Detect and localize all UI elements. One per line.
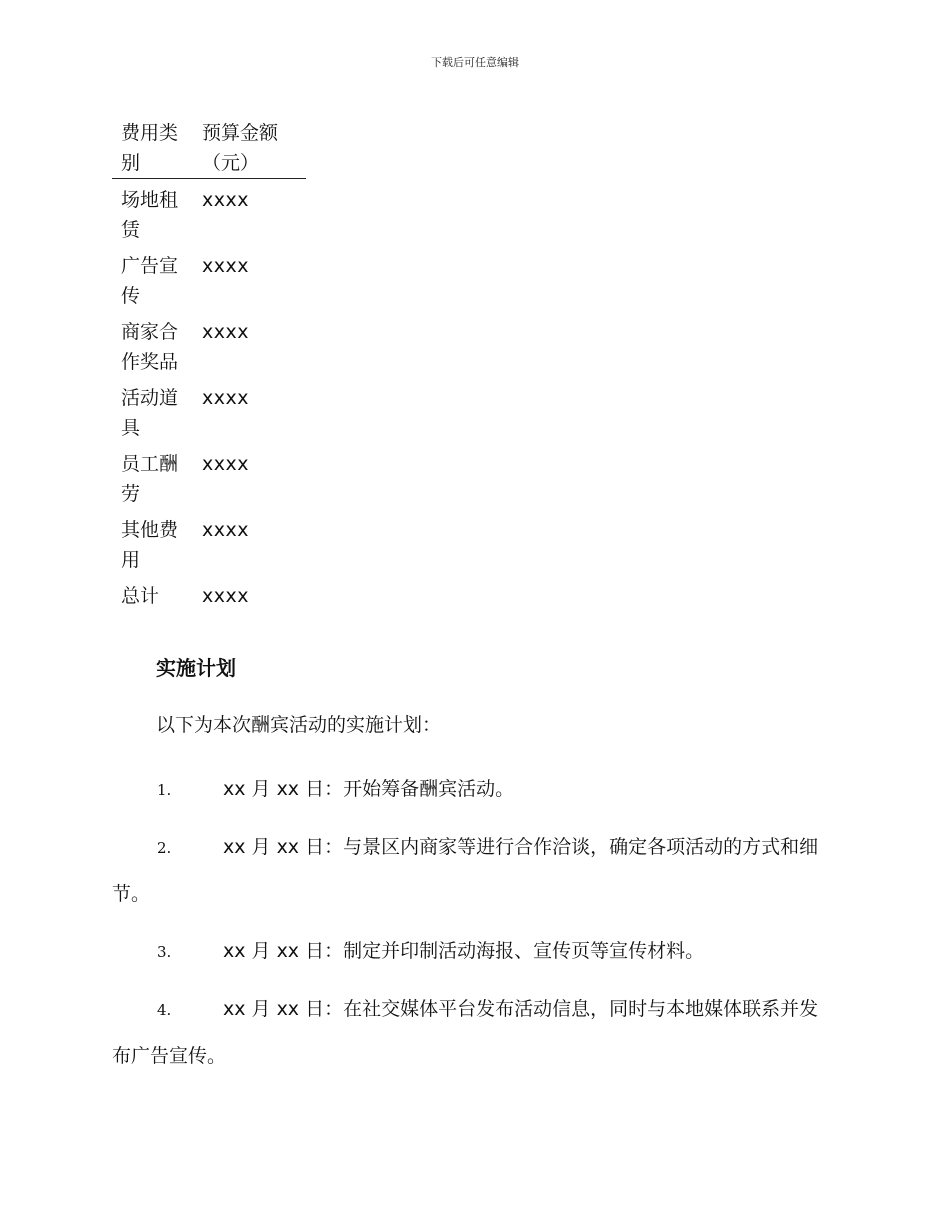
row-category: 员工酬劳 [121, 453, 179, 505]
row-category: 总计 [121, 585, 160, 607]
list-item [112, 928, 832, 975]
list-item-text: xx 月 xx 日：在社交媒体平台发布活动信息，同时与本地媒体联系并发布广告宣传。 [112, 998, 819, 1067]
header-amount: 预算金额（元） [202, 118, 306, 179]
list-item [112, 986, 832, 1079]
row-category: 其他费用 [121, 519, 179, 571]
list-item-text: xx 月 xx 日：制定并印制活动海报、宣传页等宣传材料。 [223, 940, 705, 962]
table-row [112, 443, 306, 509]
table-row [112, 245, 306, 311]
row-amount: xxxx [202, 387, 249, 409]
row-amount: xxxx [202, 585, 249, 607]
table-row [112, 311, 306, 377]
table-row [112, 377, 306, 443]
list-item [112, 824, 832, 917]
table-row [112, 575, 306, 611]
section-intro: 以下为本次酬宾活动的实施计划： [156, 714, 442, 736]
header-category: 费用类别 [112, 118, 202, 179]
list-item [112, 766, 832, 813]
list-item-number: 4. [157, 1001, 172, 1019]
list-item-number: 3. [157, 943, 172, 961]
plan-list [112, 766, 832, 1090]
table-row [112, 179, 306, 246]
row-amount: xxxx [202, 321, 249, 343]
list-item-number: 1. [157, 781, 172, 799]
list-item-text: xx 月 xx 日：开始筹备酬宾活动。 [223, 778, 515, 800]
list-item-number: 2. [157, 839, 172, 857]
row-category: 广告宣传 [121, 255, 179, 307]
table-row [112, 509, 306, 575]
row-category: 活动道具 [121, 387, 179, 439]
budget-table [112, 118, 306, 611]
list-item-text: xx 月 xx 日：与景区内商家等进行合作洽谈，确定各项活动的方式和细节。 [112, 836, 819, 905]
row-amount: xxxx [202, 519, 249, 541]
header-note: 下载后可任意编辑 [431, 56, 519, 69]
row-category: 商家合作奖品 [121, 321, 179, 373]
row-amount: xxxx [202, 453, 249, 475]
row-amount: xxxx [202, 255, 249, 277]
row-category: 场地租赁 [121, 189, 179, 241]
row-amount: xxxx [202, 189, 249, 211]
section-heading: 实施计划 [156, 656, 236, 680]
table-header-row [112, 118, 306, 179]
